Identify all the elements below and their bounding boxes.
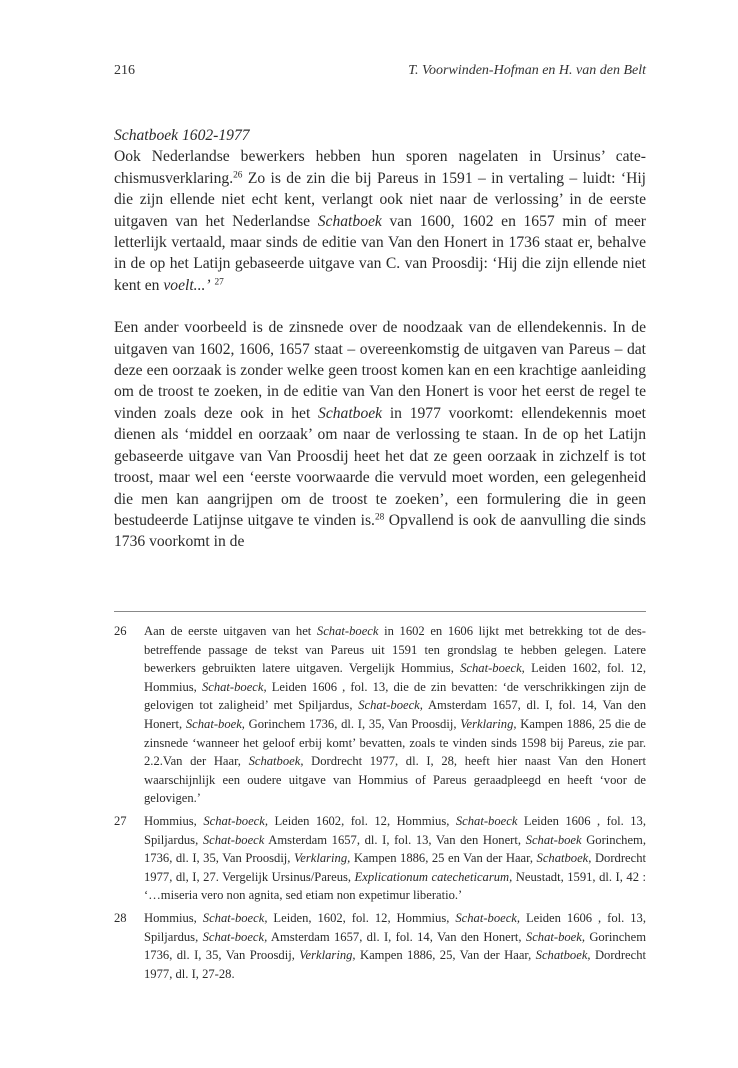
- paragraph-1: Schatboek 1602-1977 Ook Nederlandse bewerkers hebben hun sporen nagelaten in Ursinus’ catechismusverklaring.$^{26}$ Zo is de zin die bij Pareus in 1591 – in vertaling – luidt: ‘Hij die zijn ellende niet echt kent, verlangt ook niet naar de verlossing’ in de eerste uitgaven van het Nederlandse Schatboek van 1600, 1602 en 1657 min of meer letterlijk vertaald, maar sinds de editie van Van den Honert in 1736 staat er, behalve in de op het Latijn gebaseerde uitgave van C. van Proosdij: ‘Hij die zijn ellende niet kent en voelt...’ $^{27}$: [114, 127, 646, 294]
- footnotes: [114, 622, 646, 987]
- footnote-27: 27 Hommius, Schat-boeck, Leiden 1602, fol. 12, Hommius, Schat-boeck Leiden 1606 , fol. 13, Spiljardus, Schat-boeck Amsterdam 1657, dl. I, fol. 13, Van den Honert, Schat-boek Gorinchem, 1736, dl. I, 35, Van Proosdij, Verklaring, Kampen 1886, 25 en Van der Haar, Schatboek, Dordrecht 1977, dl, I, 27. Vergelijk Ursinus/Pareus, Explicationum catecheticarum, Neustadt, 1591, dl. I, 42 : ‘…miseria vero non agnita, sed etiam non expetimur liberatio.’: [114, 813, 647, 903]
- footnote-number: 28: [114, 910, 127, 925]
- running-head: T. Voorwinden-Hofman en H. van den Belt: [408, 63, 646, 78]
- footnote-divider: [114, 611, 646, 612]
- main-text: [114, 125, 646, 553]
- paragraph-2: Een ander voorbeeld is de zinsnede over de noodzaak van de ellendekennis. In de uitgaven van 1602, 1606, 1657 staat – overeenkomstig de uitgaven van Pareus – dat deze een oorzaak is zonder welke geen troost komen kan en een krachtige aanleiding om de troost te zoeken, in de editie van Van den Honert is voor het eerst de regel te vinden zoals deze ook in het Schatboek in 1977 voorkomt: ellendekennis moet dienen als ‘middel en oorzaak’ om naar de verlossing te staan. In de op het Latijn gebaseerde uitgave van Van Proosdij heet het dat ze geen oorzaak in zichzelf is tot troost, maar wel een ‘eerste voorwaarde die vervuld moet worden, een gelegenheid die men kan aangrijpen om de troost te zoeken’, een formulering die in geen bestudeerde Latijnse uitgave te vinden is.$^{28}$ Opvallend is ook de aanvulling die sinds 1736 voorkomt in de: [114, 319, 646, 551]
- footnote-ref-27[interactable]: 27: [214, 277, 224, 288]
- footnote-28: 28 Hommius, Schat-boeck, Leiden, 1602, fol. 12, Hommius, Schat-boeck, Leiden 1606 , fol. 13, Spiljardus, Schat-boeck, Amsterdam 1657, dl. I, fol. 14, Van den Honert, Schat-boek, Gorinchem 1736, dl. I, 35, Van Proosdij, Verklaring, Kampen 1886, 25, Van der Haar, Schatboek, Dordrecht 1977, dl. I, 27-28.: [114, 910, 647, 981]
- footnote-ref-28[interactable]: 28: [374, 512, 385, 523]
- section-title: Schatboek 1602-1977: [114, 127, 250, 144]
- footnote-number: 26: [114, 624, 127, 638]
- footnote-26: 26 Aan de eerste uitgaven van het Schat-boeck in 1602 en 1606 lijkt met betrekking tot de desbetreffende passage de tekst van Pareus uit 1591 ten grondslag te hebben gelegen. Latere bewerkers gebruikten latere uitgaven. Vergelijk Hommius, Schat-boeck, Leiden 1602, fol. 12, Hommius, Schat-boeck, Leiden 1606 , fol. 13, die de zin bevatten: ‘de verschrikkingen zijn de gelovigen tot zaligheid’ met Spiljardus, Schat-boeck, Amsterdam 1657, dl. I, fol. 14, Van den Honert, Schat-boek, Gorinchem 1736, dl. I, 35, Van Proosdij, Verklaring, Kampen 1886, 25 die de zinsnede ‘wanneer het geloof erbij komt’ bevatten, zoals te vinden sinds 1598 bij Pareus, zie par. 2.2.Van der Haar, Schatboek, Dordrecht 1977, dl. I, 28, heeft hier naast Van den Honert waarschijnlijk een oudere uitgave van Hommius of Pareus geraadpleegd en heeft ‘voor de gelovigen.’: [114, 624, 647, 806]
- footnote-number: 27: [114, 813, 127, 828]
- footnote-ref-26[interactable]: 26: [233, 170, 243, 181]
- page-number: 216: [114, 63, 135, 78]
